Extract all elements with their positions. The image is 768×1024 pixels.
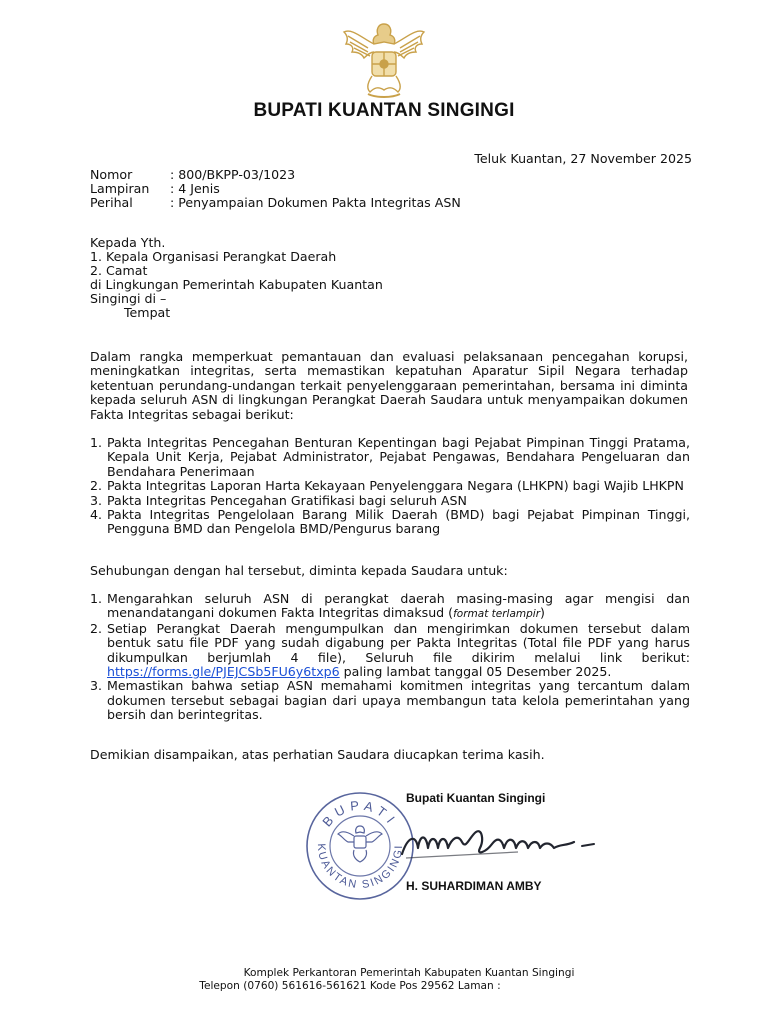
request-text: Mengarahkan seluruh ASN di perangkat daerah masing-masing agar mengisi dan menandatangani dokumen Fakta Integritas dimaksud ( xyxy=(107,591,690,621)
handwritten-signature xyxy=(398,818,598,868)
request-intro: Sehubungan dengan hal tersebut, diminta kepada Saudara untuk: xyxy=(90,563,508,578)
list-item-num: 2. xyxy=(90,620,103,636)
meta-nomor-label: Nomor xyxy=(90,167,133,182)
list-item-text: Memastikan bahwa setiap ASN memahami komitmen integritas yang tercantum dalam dokumen tersebut sebagai bagian dari upaya membangun tata kelola pemerintahan yang bersih dan berintegritas. xyxy=(107,678,690,723)
list-item-text: Pakta Integritas Pencegahan Benturan Kepentingan bagi Pejabat Pimpinan Tinggi Pratama, Kepala Unit Kerja, Pejabat Administrator, Pejabat Pengawas, Bendahara Pengeluaran dan Bendahara Penerimaan xyxy=(107,435,690,479)
list-item-text: Pakta Integritas Pengelolaan Barang Milik Daerah (BMD) bagi Pejabat Pimpinan Tinggi, Pengguna BMD dan Pengelola BMD/Pengurus barang xyxy=(107,507,690,537)
list-item xyxy=(90,479,690,493)
list-item xyxy=(90,679,690,722)
garuda-emblem-icon xyxy=(338,18,430,100)
form-link[interactable]: https://forms.gle/PJEJCSb5FU6y6txp6 xyxy=(107,664,340,680)
list-item-text: Pakta Integritas Laporan Harta Kekayaan Penyelenggara Negara (LHKPN) bagi Wajib LHKPN xyxy=(107,478,684,494)
list-item-num: 3. xyxy=(90,492,103,508)
closing-paragraph: Demikian disampaikan, atas perhatian Saudara diucapkan terima kasih. xyxy=(90,747,545,762)
signatory-name: H. SUHARDIMAN AMBY xyxy=(406,879,542,893)
list-item-text xyxy=(107,622,690,680)
seal-garuda-icon xyxy=(338,826,382,862)
svg-text:KUANTAN SINGINGI xyxy=(315,843,405,891)
seal-bottom-text: KUANTAN SINGINGI xyxy=(314,843,406,892)
seal-top-text: BUPATI xyxy=(319,797,401,830)
meta-lampiran-value: : 4 Jenis xyxy=(170,181,220,196)
footer-address: Komplek Perkantoran Pemerintah Kabupaten Kuantan Singingi xyxy=(243,967,575,979)
list-item-num: 2. xyxy=(90,478,103,494)
meta-nomor-value: : 800/BKPP-03/1023 xyxy=(170,167,296,182)
footer-contact: Telepon (0760) 561616-561621 Kode Pos 29562 Laman : xyxy=(199,980,501,992)
svg-text:BUPATI xyxy=(319,798,401,830)
list-item xyxy=(90,592,690,622)
request-text-end: ) xyxy=(540,605,545,621)
list-item xyxy=(90,622,690,680)
meta-perihal xyxy=(90,196,461,210)
signatory-position: Bupati Kuantan Singingi xyxy=(406,791,546,805)
page-title: BUPATI KUANTAN SINGINGI xyxy=(253,100,515,121)
list-item-num: 1. xyxy=(90,591,103,606)
meta-perihal-label: Perihal xyxy=(90,195,133,210)
list-item xyxy=(90,436,690,479)
format-note: format terlampir xyxy=(453,608,541,621)
place-date: Teluk Kuantan, 27 November 2025 xyxy=(474,151,692,166)
recipients-greeting: Kepada Yth. xyxy=(90,235,166,250)
recipients-location-line: di Lingkungan Pemerintah Kabupaten Kuantan xyxy=(90,277,383,292)
recipient-num: 1. xyxy=(90,249,103,264)
recipients-location-line: Singingi di – xyxy=(90,291,167,306)
list-item-text: Pakta Integritas Pencegahan Gratifikasi bagi seluruh ASN xyxy=(107,492,467,508)
list-item-num: 4. xyxy=(90,507,103,523)
documents-list xyxy=(90,436,690,537)
request-text: Setiap Perangkat Daerah mengumpulkan dan mengirimkan dokumen tersebut dalam bentuk satu file PDF yang sudah digabung per Pakta Integritas (Total file PDF yang harus dikumpulkan berjumlah 4 file), Seluruh file dikirim melalui link berikut: xyxy=(107,620,690,665)
recipient-text: Camat xyxy=(106,263,148,278)
list-item xyxy=(90,494,690,508)
list-item-text xyxy=(107,592,690,622)
recipient-num: 2. xyxy=(90,263,103,278)
meta-perihal-value: : Penyampaian Dokumen Pakta Integritas ASN xyxy=(170,195,461,210)
intro-paragraph: Dalam rangka memperkuat pemantauan dan evaluasi pelaksanaan pencegahan korupsi, meningkatkan integritas, serta memastikan kepatuhan Aparatur Sipil Negara terhadap ketentuan perundang-undangan terkait penyelenggaraan pemerintahan, bersama ini diminta kepada seluruh ASN di lingkungan Perangkat Daerah Saudara untuk menyampaikan dokumen Fakta Integritas sebagai berikut: xyxy=(90,349,688,422)
recipient-text: Kepala Organisasi Perangkat Daerah xyxy=(106,249,337,264)
request-text-end: paling lambat tanggal 05 Desember 2025. xyxy=(339,664,612,680)
requests-list xyxy=(90,592,690,723)
recipients-place: Tempat xyxy=(124,305,171,320)
list-item-num: 1. xyxy=(90,435,103,450)
list-item-num: 3. xyxy=(90,678,103,694)
meta-lampiran-label: Lampiran xyxy=(90,181,150,196)
list-item xyxy=(90,508,690,537)
